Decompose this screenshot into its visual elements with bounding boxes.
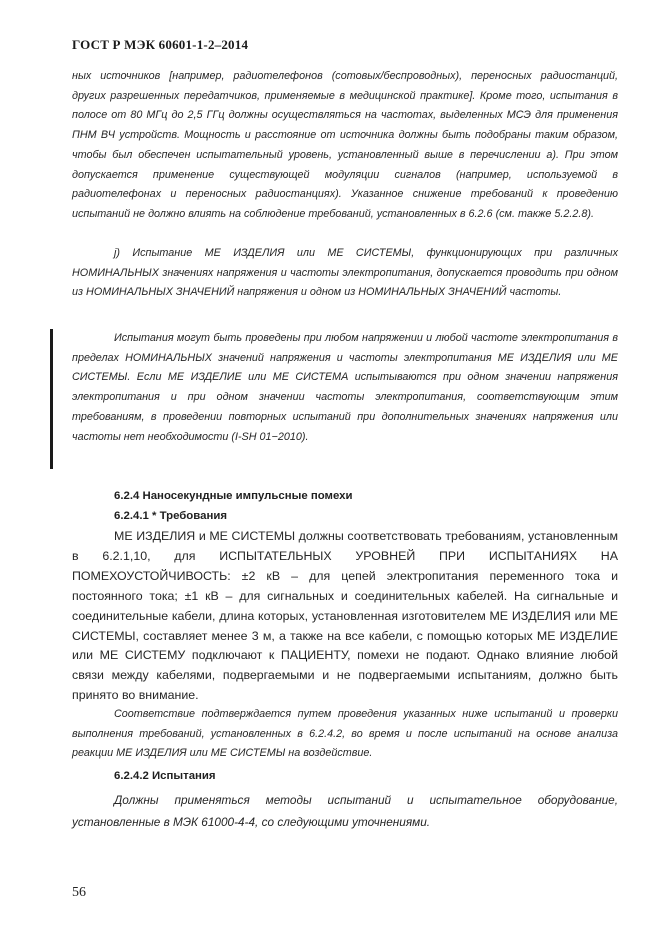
section-heading-6-2-4: 6.2.4 Наносекундные импульсные помехи (114, 490, 353, 502)
page-number: 56 (72, 885, 86, 900)
change-bar (50, 329, 53, 469)
paragraph-note: Испытания могут быть проведены при любом напряжении и любой частоте электропитания в пределах НОМИНАЛЬНЫХ значений напряжения и частоты электропитания МЕ ИЗДЕЛИЯ или МЕ СИСТЕМЫ. Если МЕ ИЗДЕЛИЕ или МЕ СИСТЕМА испытываются при одном значении напряжения электропитания и при одном значении частоты электропитания, соответствующим этим требованиям, в проведении повторных испытаний при дополнительных значениях напряжения или частоты нет необходимости (I-SH 01−2010). (72, 332, 618, 443)
document-header: ГОСТ Р МЭК 60601-1-2–2014 (72, 37, 249, 52)
paragraph-item-j: j) Испытание МЕ ИЗДЕЛИЯ или МЕ СИСТЕМЫ, функционирующих при различных НОМИНАЛЬНЫХ значениях напряжения и частоты электропитания, допускается проводить при одном из НОМИНАЛЬНЫХ ЗНАЧЕНИЙ напряжения и одном из НОМИНАЛЬНЫХ ЗНАЧЕНИЙ частоты. (72, 247, 618, 299)
paragraph-requirements: МЕ ИЗДЕЛИЯ и МЕ СИСТЕМЫ должны соответствовать требованиям, установленным в 6.2.1,10, для ИСПЫТАТЕЛЬНЫХ УРОВНЕЙ ПРИ ИСПЫТАНИЯХ НА ПОМЕХОУСТОЙЧИВОСТЬ: ±2 кВ – для цепей электропитания переменного тока и постоянного тока; ±1 кВ – для сигнальных и соединительных кабелей. На сигнальные и соединительные кабели, длина которых, установленная изготовителем МЕ ИЗДЕЛИЯ или МЕ СИСТЕМЫ, составляет менее 3 м, а также на все кабели, с помощью которых МЕ ИЗДЕЛИЕ или МЕ СИСТЕМУ подключают к ПАЦИЕНТУ, помехи не подают. Однако влияние любой связи между кабелями, подвергаемыми и не подвергаемыми испытаниям, должно быть принято во внимание. (72, 529, 618, 703)
paragraph-continuation: ных источников [например, радиотелефонов (сотовых/беспроводных), переносных радиостанций, других разрешенных передатчиков, применяемые в медицинской практике]. Кроме того, испытания в полосе от 80 МГц до 2,5 ГГц должны осуществляться на частотах, выделенных МСЭ для применения ПНМ ВЧ устройств. Мощность и расстояние от источника должны быть подобраны таким образом, чтобы был обеспечен испытательный уровень, установленный выше в перечислении а). При этом допускается применение существующей модуляции сигналов (например, используемой в радиотелефонах и переносных радиостанциях). Указанное снижение требований к проведению испытаний не должно влиять на соблюдение требований, установленных в 6.2.6 (см. также 5.2.2.8). (72, 70, 618, 220)
section-heading-6-2-4-2: 6.2.4.2 Испытания (114, 770, 216, 782)
paragraph-compliance: Соответствие подтверждается путем проведения указанных ниже испытаний и проверки выполнения требований, установленных в 6.2.4.2, во время и после испытаний на основе анализа реакции МЕ ИЗДЕЛИЯ или МЕ СИСТЕМЫ на воздействие. (72, 708, 618, 760)
paragraph-tests: Должны применяться методы испытаний и испытательное оборудование, установленные в МЭК 61000-4-4, со следующими уточнениями. (72, 793, 618, 829)
section-heading-6-2-4-1: 6.2.4.1 * Требования (114, 510, 227, 522)
